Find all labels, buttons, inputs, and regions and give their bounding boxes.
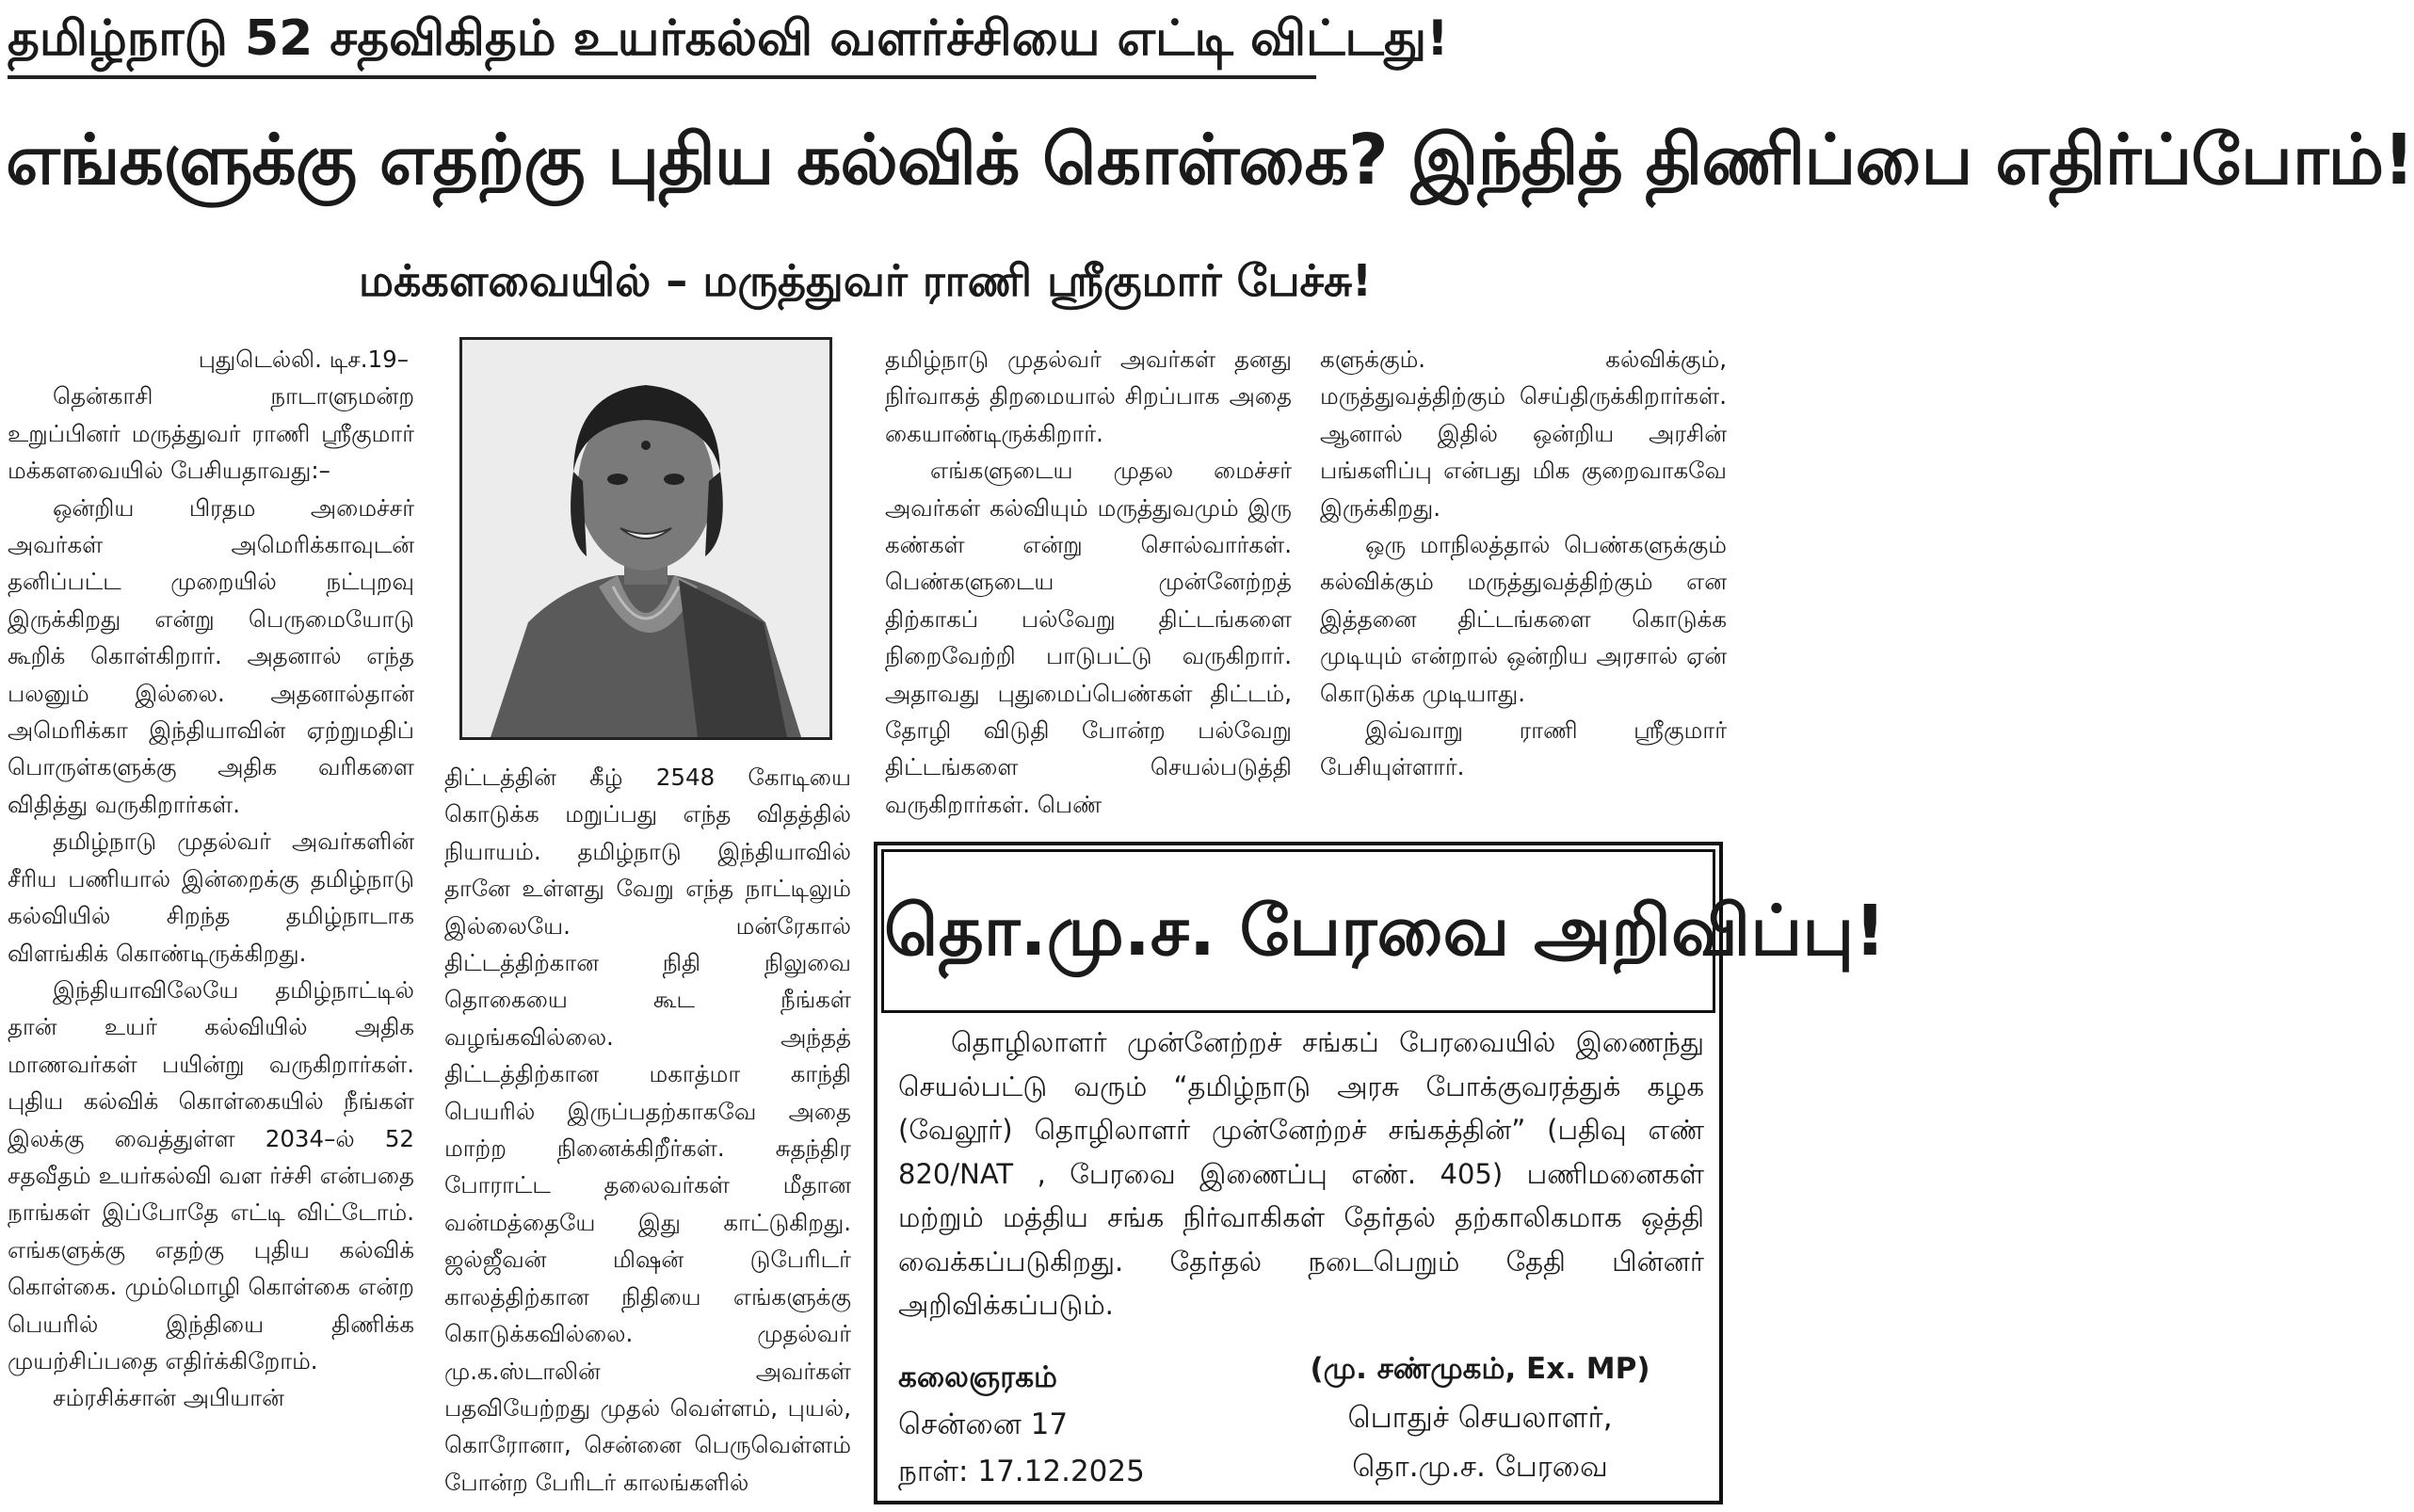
notice-text: தொழிலாளர் முன்னேற்றச் சங்கப் பேரவையில் இணைந்து செயல்பட்டு வரும் “தமிழ்நாடு அரசு போக்குவரத்துக் கழக (வேலூர்) தொழிலாளர் முன்னேற்றச் சங்கத்தின்” (பதிவு எண் 820/NAT , பேரவை இணைப்பு எண். 405) பணிமனைகள் மற்றும் மத்திய சங்க நிர்வாகிகள் தேர்தல் தற்காலிகமாக ஒத்தி வைக்கப்படுகிறது. தேர்தல் நடைபெறும் தேதி பின்னர் அறிவிக்கப்படும். (898, 1026, 1704, 1321)
paragraph: ஒன்றிய பிரதம அமைச்சர் அவர்கள் அமெரிக்காவுடன் தனிப்பட்ட முறையில் நட்புறவு இருக்கிறது என்று பெருமையோடு கூறிக் கொள்கிறார். அதனால் எந்த பலனும் இல்லை. அதனால்தான் அமெரிக்கா இந்தியாவின் ஏற்றுமதிப் பொருள்களுக்கு அதிக வரிகளை விதித்து வருகிறார்கள். (8, 493, 414, 818)
notice-place: கலைஞரகம் (898, 1360, 1057, 1394)
article-column-1 (8, 341, 414, 1508)
kicker-headline: தமிழ்நாடு 52 சதவிகிதம் உயர்கல்வி வளர்ச்சியை எட்டி விட்டது! (8, 2, 1316, 79)
notice-body (898, 1021, 1704, 1346)
article-column-2 (444, 759, 851, 1512)
paragraph: எங்களுடைய முதல மைச்சர் அவர்கள் கல்வியும் மருத்துவமும் இரு கண்கள் என்று சொல்வார்கள். பெண்களுடைய முன்னேற்றத் திற்காகப் பல்வேறு திட்டங்களை நிறைவேற்றி பாடுபட்டு வருகிறார். அதாவது புதுமைப்பெண்கள் திட்டம், தோழி விடுதி போன்ற பல்வேறு திட்டங்களை செயல்படுத்தி வருகிறார்கள். பெண் (885, 457, 1292, 818)
notice-city: சென்னை 17 (898, 1407, 1069, 1441)
dateline: புதுடெல்லி. டிச.19– (198, 346, 409, 373)
article-column-3 (885, 341, 1292, 821)
paragraph: திட்டத்தின் கீழ் 2548 கோடியை கொடுக்க மறுப்பது எந்த விதத்தில் நியாயம். தமிழ்நாடு இந்தியாவில் தானே உள்ளது வேறு எந்த நாட்டிலும் இல்லையே. மன்ரேகால் திட்டத்திற்கான நிதி நிலுவை தொகையை கூட நீங்கள் வழங்கவில்லை. அந்தத் திட்டத்திற்கான மகாத்மா காந்தி பெயரில் இருப்பதற்காகவே அதை மாற்ற நினைக்கிறீர்கள். சுதந்திர போராட்ட தலைவர்கள் மீதான வன்மத்தையே இது காட்டுகிறது. ஜல்ஜீவன் மிஷன் டுபேரிடர் காலத்திற்கான நிதியை எங்களுக்கு கொடுக்கவில்லை. முதல்வர் மு.க.ஸ்டாலின் அவர்கள் பதவியேற்றது முதல் வெள்ளம், புயல், கொரோனா, சென்னை பெருவெள்ளம் போன்ற பேரிடர் காலங்களில் (444, 764, 851, 1496)
subheadline: மக்களவையில் – மருத்துவர் ராணி ஸ்ரீகுமார் பேச்சு! (358, 255, 1373, 306)
notice-signatory: (மு. சண்முகம், Ex. MP) (1310, 1352, 1650, 1386)
notice-box (874, 842, 1887, 1504)
paragraph: தென்காசி நாடாளுமன்ற உறுப்பினர் மருத்துவர் ராணி ஸ்ரீகுமார் மக்களவையில் பேசியதாவது:– (8, 382, 414, 485)
paragraph: இவ்வாறு ராணி ஸ்ரீகுமார் பேசியுள்ளார். (1320, 716, 1727, 781)
notice-designation: பொதுச் செயலாளர், (1347, 1401, 1613, 1435)
paragraph: இந்தியாவிலேயே தமிழ்நாட்டில் தான் உயர் கல்வியில் அதிக மாணவர்கள் பயின்று வருகிறார்கள். புதிய கல்விக் கொள்கையில் நீங்கள் இலக்கு வைத்துள்ள 2034–ல் 52 சதவீதம் உயர்கல்வி வள ர்ச்சி என்பதை நாங்கள் இப்போதே எட்டி விட்டோம். எங்களுக்கு எதற்கு புதிய கல்விக் கொள்கை. மும்மொழி கொள்கை என்ற பெயரில் இந்தியை திணிக்க முயற்சிப்பதை எதிர்க்கிறோம். (8, 975, 414, 1375)
notice-signature (1254, 1344, 1706, 1495)
portrait-image (462, 340, 829, 737)
notice-title: தொ.மு.ச. பேரவை அறிவிப்பு! (881, 849, 1715, 1013)
paragraph: தமிழ்நாடு முதல்வர் அவர்கள் தனது நிர்வாகத் திறமையால் சிறப்பாக அதை கையாண்டிருக்கிறார். (885, 346, 1292, 447)
paragraph: களுக்கும். கல்விக்கும், மருத்துவத்திற்கும் செய்திருக்கிறார்கள். ஆனால் இதில் ஒன்றிய அரசின் பங்களிப்பு என்பது மிக குறைவாகவே இருக்கிறது. (1320, 346, 1727, 522)
speaker-photo (459, 337, 832, 740)
notice-place-date (898, 1354, 1237, 1495)
article-column-4 (1320, 341, 1727, 821)
paragraph: ஒரு மாநிலத்தால் பெண்களுக்கும் கல்விக்கும் மருத்துவத்திற்கும் என இத்தனை திட்டங்களை கொடுக்க முடியும் என்றால் ஒன்றிய அரசால் ஏன் கொடுக்க முடியாது. (1320, 531, 1727, 707)
paragraph: தமிழ்நாடு முதல்வர் அவர்களின் சீரிய பணியால் இன்றைக்கு தமிழ்நாடு கல்வியில் சிறந்த தமிழ்நாடாக விளங்கிக் கொண்டிருக்கிறது. (8, 828, 414, 967)
notice-date: நாள்: 17.12.2025 (898, 1455, 1145, 1488)
notice-org: தொ.மு.ச. பேரவை (1352, 1450, 1608, 1484)
main-headline: எங்களுக்கு எதற்கு புதிய கல்விக் கொள்கை? இந்தித் திணிப்பை எதிர்ப்போம்! (6, 120, 2414, 201)
paragraph: சம்ரசிக்சான் அபியான் (53, 1384, 284, 1412)
